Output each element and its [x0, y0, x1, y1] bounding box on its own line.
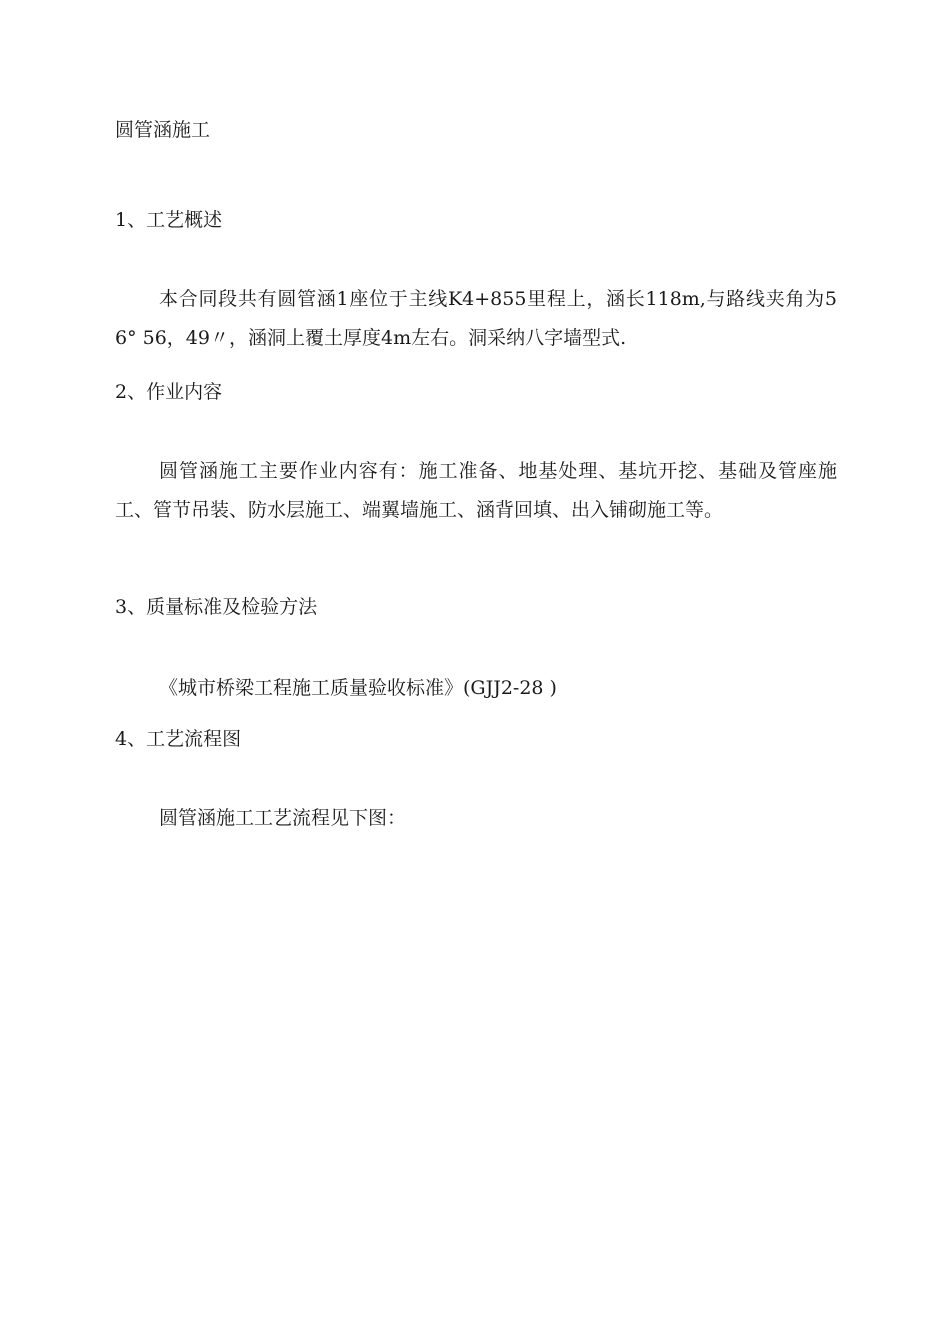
- section-1-heading: 1、工艺概述: [115, 209, 223, 231]
- document-title: 圆管涵施工: [115, 119, 211, 141]
- section-2-body: 圆管涵施工主要作业内容有：施工准备、地基处理、基坑开挖、基础及管座施工、管节吊装、防水层施工、端翼墙施工、涵背回填、出入铺砌施工等。: [115, 460, 837, 521]
- section-4-heading: 4、工艺流程图: [115, 728, 242, 750]
- section-3-heading: 3、质量标准及检验方法: [115, 596, 318, 618]
- section-3-body: 《城市桥梁工程施工质量验收标准》(GJJ2-28 ): [159, 677, 557, 699]
- section-4-body: 圆管涵施工工艺流程见下图：: [159, 807, 407, 829]
- section-2-heading: 2、作业内容: [115, 381, 223, 403]
- section-1-body: 本合同段共有圆管涵1座位于主线K4+855里程上，涵长118m,与路线夹角为56° 56，49〃，涵洞上覆土厚度4m左右。洞采纳八字墙型式.: [115, 288, 837, 349]
